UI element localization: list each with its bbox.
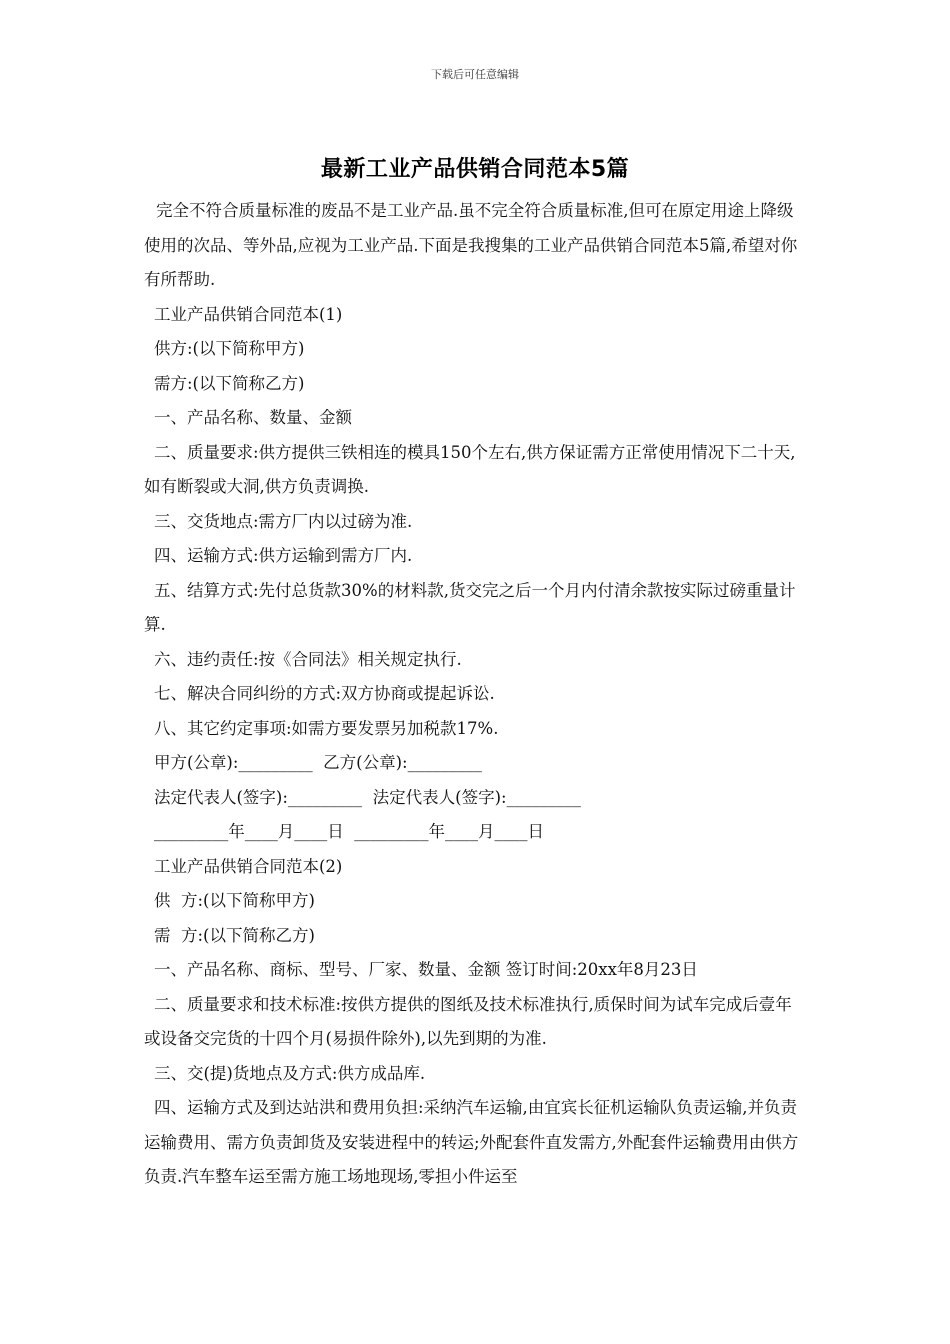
clause-paragraph: 二、质量要求和技术标准:按供方提供的图纸及技术标准执行,质保时间为试车完成后壹年或设备交完货的十四个月(易损件除外),以先到期的为准. <box>144 994 792 1048</box>
party-line: 供方:(以下简称甲方) <box>154 339 305 358</box>
clause-paragraph: 八、其它约定事项:如需方要发票另加税款17%. <box>154 718 499 738</box>
section-heading: 工业产品供销合同范本(1) <box>154 304 343 324</box>
clause-paragraph: 一、产品名称、数量、金额 <box>154 408 352 427</box>
clause-paragraph: 一、产品名称、商标、型号、厂家、数量、金额 签订时间:20xx年8月23日 <box>154 960 698 979</box>
clause-paragraph: 三、交(提)货地点及方式:供方成品库. <box>154 1063 426 1083</box>
party-line: 需 方:(以下简称乙方) <box>154 925 315 945</box>
section-heading: 工业产品供销合同范本(2) <box>154 856 343 876</box>
document-title: 最新工业产品供销合同范本5篇 <box>320 157 630 182</box>
clause-paragraph: 五、结算方式:先付总货款30%的材料款,货交完之后一个月内付清余款按实际过磅重量计算. <box>144 580 796 634</box>
signature-line: 法定代表人(签字):_________ 法定代表人(签字):_________ <box>154 787 581 807</box>
clause-paragraph: 四、运输方式:供方运输到需方厂内. <box>154 546 413 565</box>
date-line: _________年____月____日 _________年____月____日 <box>154 822 544 841</box>
header-note: 下载后可任意编辑 <box>431 68 519 81</box>
document-body <box>144 194 808 1195</box>
clause-paragraph: 七、解决合同纠纷的方式:双方协商或提起诉讼. <box>154 684 495 703</box>
party-line: 需方:(以下简称乙方) <box>154 373 305 393</box>
clause-paragraph: 二、质量要求:供方提供三铁相连的模具150个左右,供方保证需方正常使用情况下二十天,如有断裂或大洞,供方负责调换. <box>144 442 796 496</box>
clause-paragraph: 四、运输方式及到达站洪和费用负担:采纳汽车运输,由宜宾长征机运输队负责运输,并负责运输费用、需方负责卸货及安装进程中的转运;外配套件直发需方,外配套件运输费用由供方负责.汽车整车运至需方施工场地现场,零担小件运至 <box>144 1098 799 1186</box>
clause-paragraph: 三、交货地点:需方厂内以过磅为准. <box>154 511 413 531</box>
clause-paragraph: 六、违约责任:按《合同法》相关规定执行. <box>154 649 462 669</box>
intro-paragraph: 完全不符合质量标准的废品不是工业产品.虽不完全符合质量标准,但可在原定用途上降级使用的次品、等外品,应视为工业产品.下面是我搜集的工业产品供销合同范本5篇,希望对你有所帮助. <box>144 201 798 289</box>
signature-line: 甲方(公章):_________ 乙方(公章):_________ <box>154 753 482 772</box>
party-line: 供 方:(以下简称甲方) <box>154 891 315 910</box>
